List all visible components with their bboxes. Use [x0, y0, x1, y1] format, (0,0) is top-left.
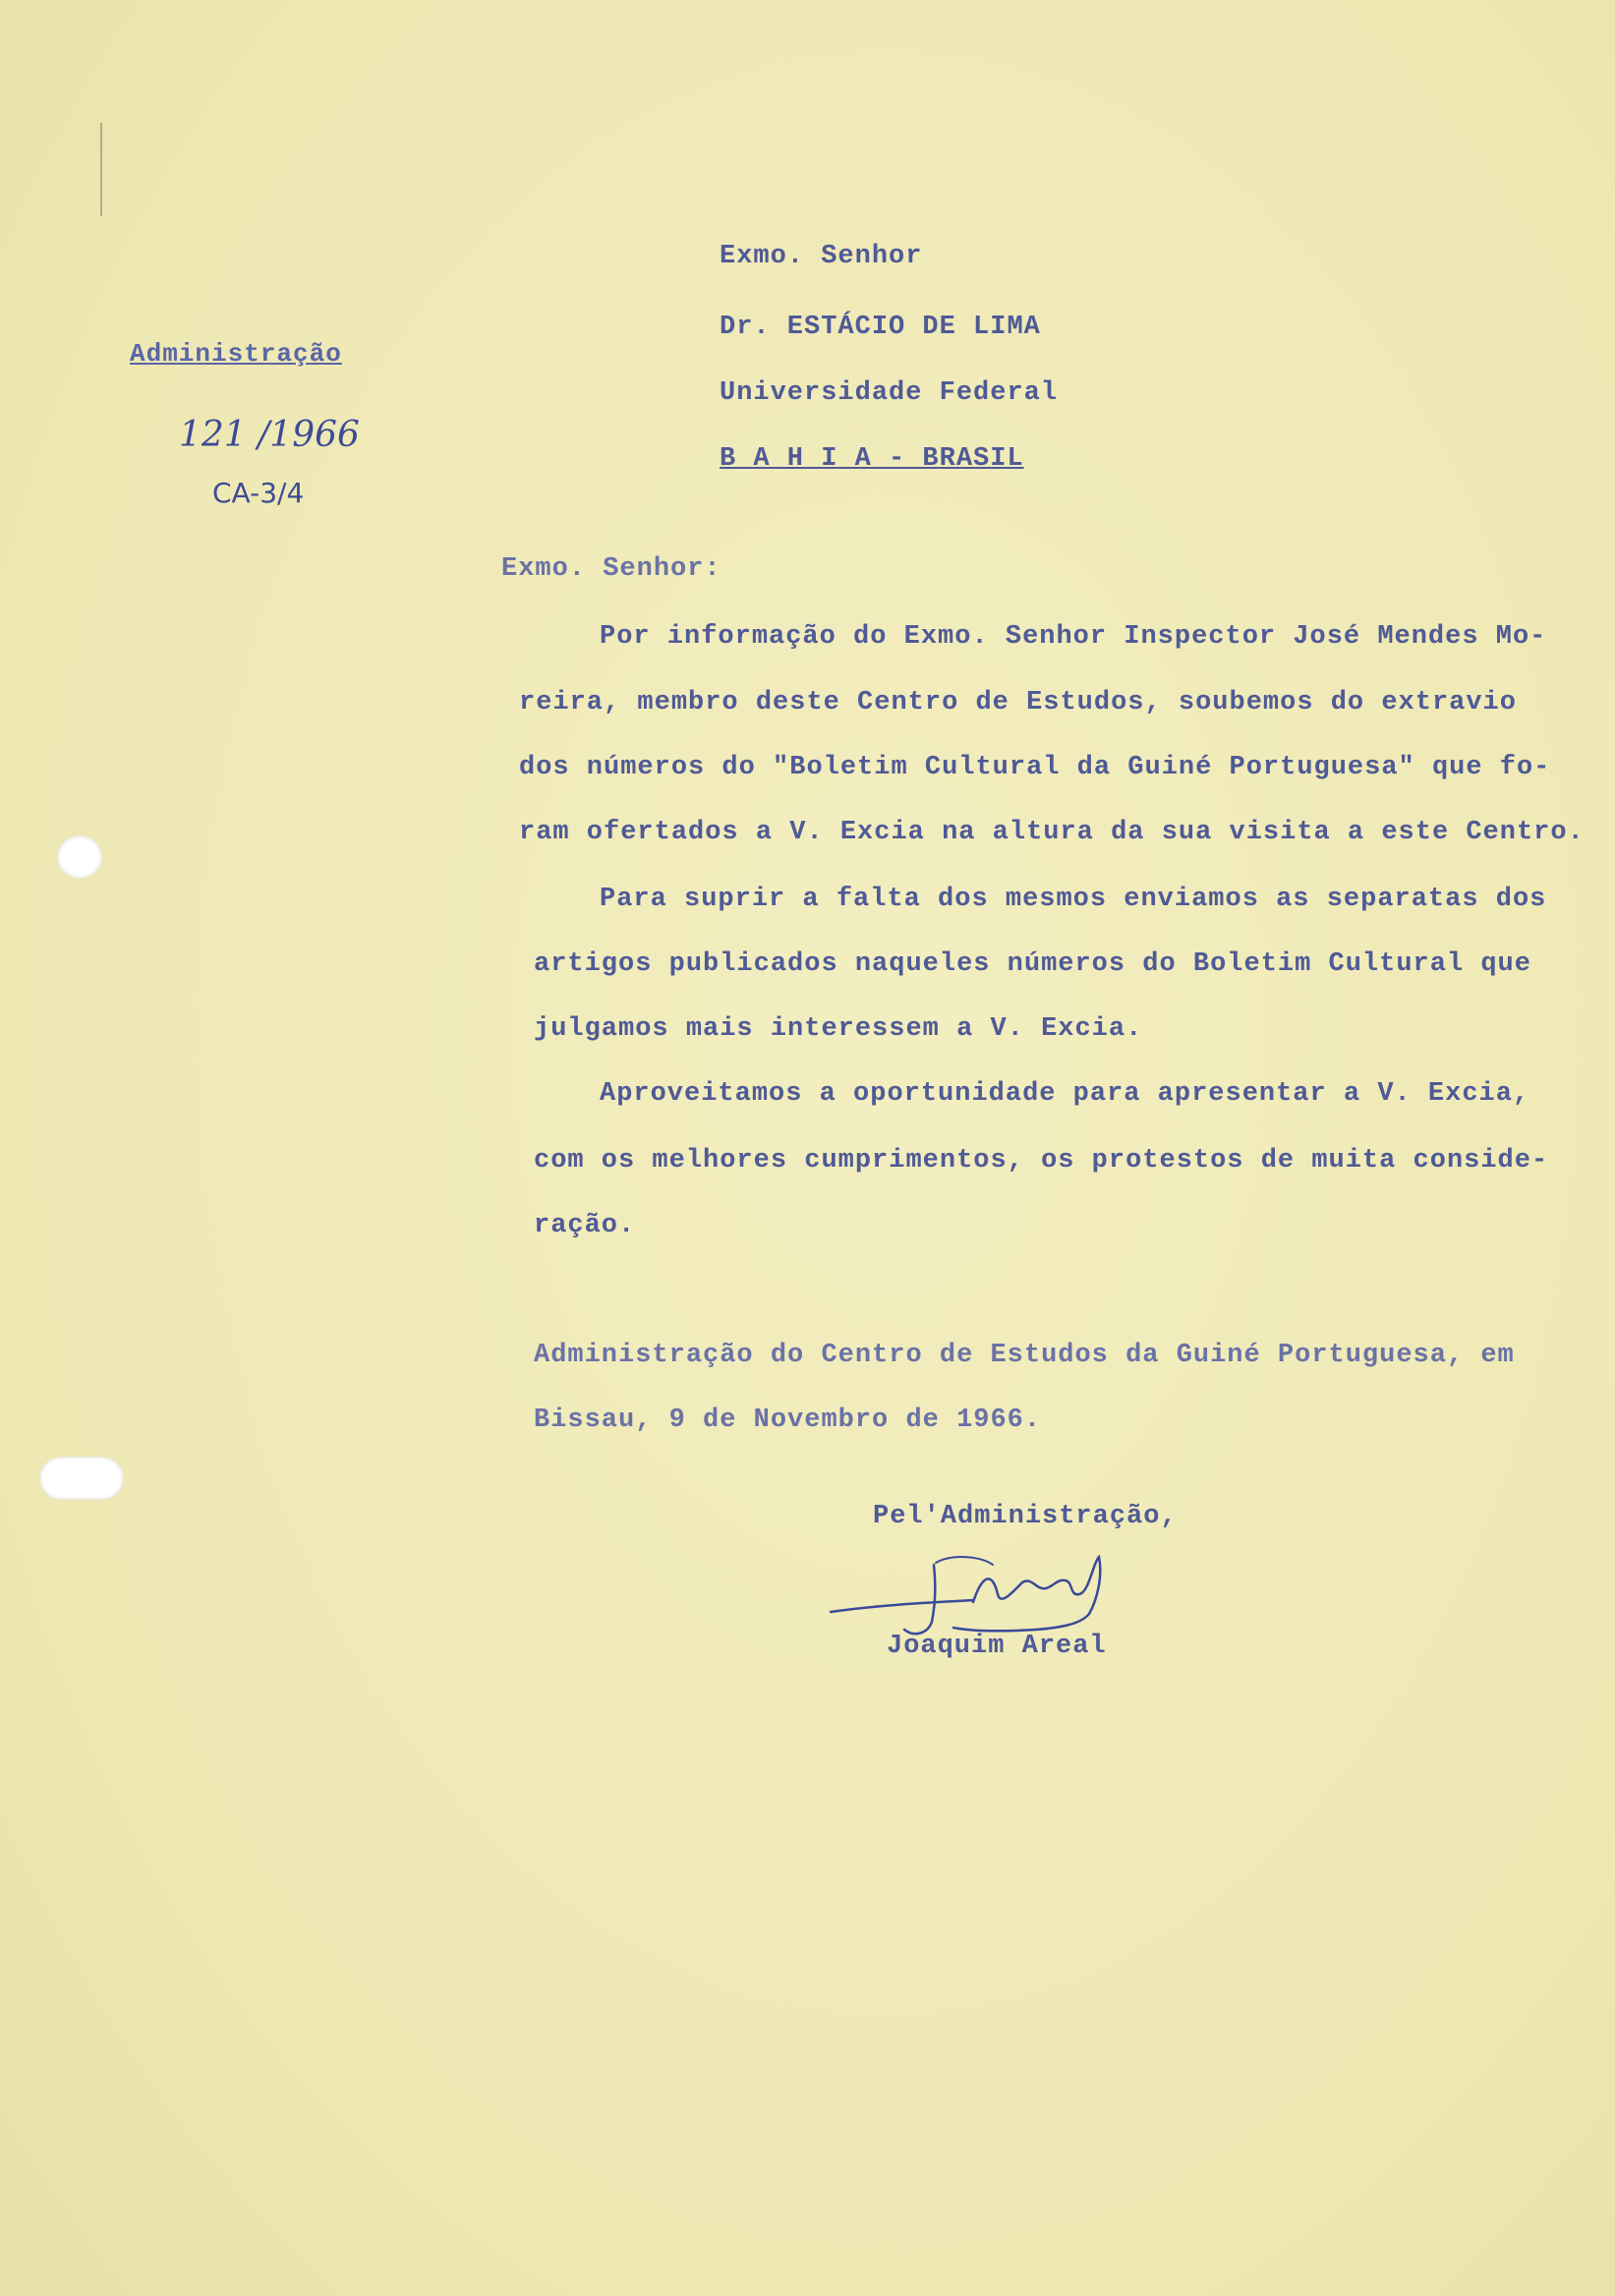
admin-label: Administração — [130, 339, 342, 369]
closing-line: Administração do Centro de Estudos da Guiné Portuguesa, em — [534, 1341, 1515, 1370]
body-line: ração. — [534, 1211, 636, 1240]
letter-greeting: Exmo. Senhor: — [501, 554, 721, 584]
punch-hole-bottom — [39, 1457, 124, 1500]
body-line: Para suprir a falta dos mesmos enviamos as separatas dos — [600, 885, 1547, 914]
address-institution: Universidade Federal — [720, 378, 1059, 408]
address-location: B A H I A - BRASIL — [720, 444, 1024, 474]
admin-number: 121 /1966 — [179, 415, 360, 455]
body-line: julgamos mais interessem a V. Excia. — [534, 1014, 1143, 1044]
body-line: reira, membro deste Centro de Estudos, soubemos do extravio — [519, 688, 1517, 718]
admin-code: CA-3/4 — [212, 477, 305, 509]
body-line: com os melhores cumprimentos, os protestos de muita conside- — [534, 1146, 1549, 1176]
body-line: ram ofertados a V. Excia na altura da sua visita a este Centro. — [519, 818, 1585, 847]
body-line: Por informação do Exmo. Senhor Inspector José Mendes Mo- — [600, 622, 1547, 652]
closing-line: Bissau, 9 de Novembro de 1966. — [534, 1406, 1042, 1435]
signature-on-behalf: Pel'Administração, — [873, 1502, 1178, 1531]
address-name: Dr. ESTÁCIO DE LIMA — [720, 313, 1041, 342]
signer-name: Joaquim Areal — [887, 1632, 1107, 1661]
address-salutation: Exmo. Senhor — [720, 242, 923, 271]
body-line: Aproveitamos a oportunidade para apresentar a V. Excia, — [600, 1079, 1530, 1109]
margin-tick-mark — [100, 123, 102, 216]
punch-hole-top — [57, 835, 102, 879]
body-line: dos números do "Boletim Cultural da Guiné Portuguesa" que fo- — [519, 753, 1551, 782]
body-line: artigos publicados naqueles números do Boletim Cultural que — [534, 949, 1531, 979]
